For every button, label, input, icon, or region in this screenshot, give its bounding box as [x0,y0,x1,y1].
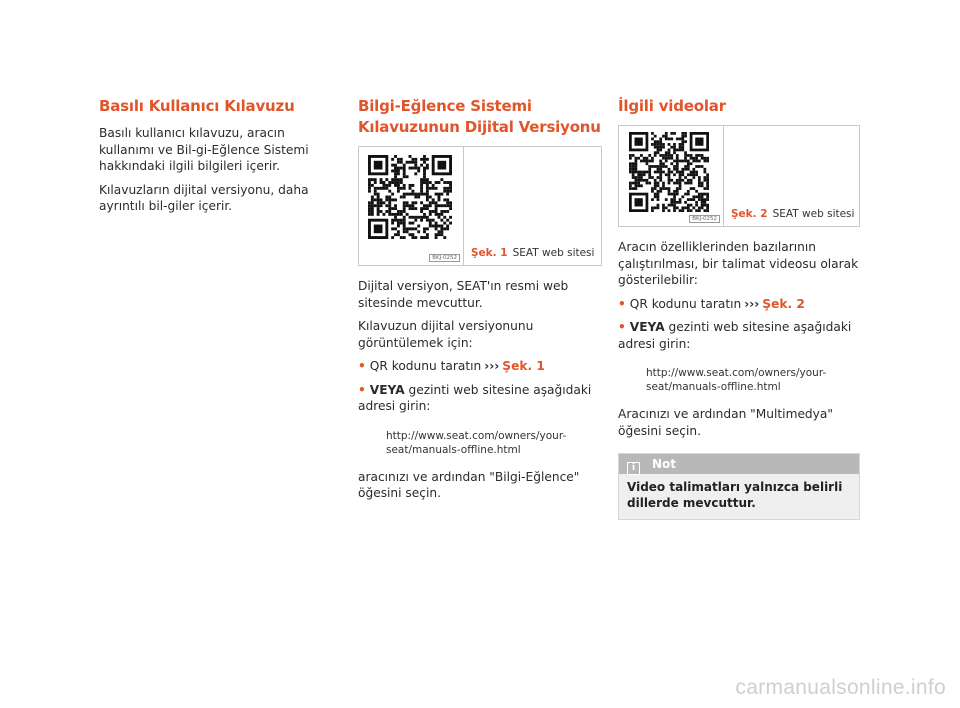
paragraph: Kılavuzun dijital versiyonunu görüntülemek için: [358,319,534,350]
note-box [618,453,860,520]
qr-code-frame [359,147,464,265]
list-item [618,319,860,352]
paragraph: Basılı kullanıcı kılavuzu, aracın kullanımı ve Bil-gi-Eğlence Sistemi hakkındaki ilgili bilgileri içerir. [99,126,309,173]
paragraph: Aracın özelliklerinden bazılarının çalıştırılması, bir talimat videosu olarak gösterilebilir: [618,240,859,287]
figure-caption-text: SEAT web sitesi [512,247,595,259]
section-heading-related-videos: İlgili videolar [618,97,726,115]
note-title: Not [652,457,677,471]
paragraph: Kılavuzların dijital versiyonu, daha ayrıntılı bil-giler içerir. [99,182,309,213]
qr-code-icon [629,132,709,212]
figure-reference-link[interactable]: Şek. 1 [502,359,545,373]
arrows-icon: ››› [484,359,500,373]
figure-label: Şek. 1 [471,247,508,259]
bullet-bold: VEYA [629,320,665,334]
note-body: Video talimatları yalnızca belirli dillerde mevcuttur. [627,480,843,510]
figure-2 [618,125,860,227]
bullet-icon: • [358,359,366,373]
paragraph: Aracınızı ve ardından "Multimedya" öğesini seçin. [618,407,833,438]
arrows-icon: ››› [744,296,760,311]
qr-code-frame [619,126,724,226]
bullet-icon: • [358,382,366,397]
column-printed-manual [99,96,339,222]
url-text [646,366,860,394]
bullet-text: gezinti web sitesine aşağıdaki adresi girin: [618,320,852,351]
list-item [358,382,602,415]
note-header [619,454,859,474]
figure-reference-link[interactable]: Şek. 2 [762,296,805,311]
column-digital-manual [358,96,602,509]
figure-caption [731,208,859,220]
section-heading-printed-manual: Basılı Kullanıcı Kılavuzu [99,97,295,115]
column-related-videos [618,96,860,520]
list-item [358,358,602,375]
figure-1 [358,146,602,266]
bullet-text: QR kodunu taratın [369,359,482,373]
paragraph: aracınızı ve ardından "Bilgi-Eğlence" öğesini seçin. [358,469,580,500]
section-heading-digital-manual: Bilgi-Eğlence Sistemi Kılavuzunun Dijital Versiyonu [358,97,601,136]
watermark: carmanualsonline.info [735,676,946,699]
url-line: http://www.seat.com/owners/your- [386,429,567,442]
figure-caption-text: SEAT web sitesi [772,208,855,220]
url-text [386,429,602,457]
figure-code: BKJ-0252 [689,215,720,223]
bullet-text: QR kodunu taratın [629,296,742,311]
url-line: http://www.seat.com/owners/your- [646,367,827,379]
figure-caption [471,247,601,259]
bullet-icon: • [618,296,626,311]
figure-label: Şek. 2 [731,208,768,220]
bullet-icon: • [618,320,626,334]
url-line: seat/manuals-offline.html [646,381,781,393]
list-item [618,296,860,313]
bullet-bold: VEYA [369,382,405,397]
info-icon: i [627,462,640,475]
paragraph: Dijital versiyon, SEAT'ın resmi web sitesinde mevcuttur. [358,279,569,310]
bullet-text: gezinti web sitesine aşağıdaki adresi girin: [358,382,592,413]
qr-code-icon [368,155,452,239]
figure-code: BKJ-0252 [429,254,460,262]
url-line: seat/manuals-offline.html [386,443,521,456]
